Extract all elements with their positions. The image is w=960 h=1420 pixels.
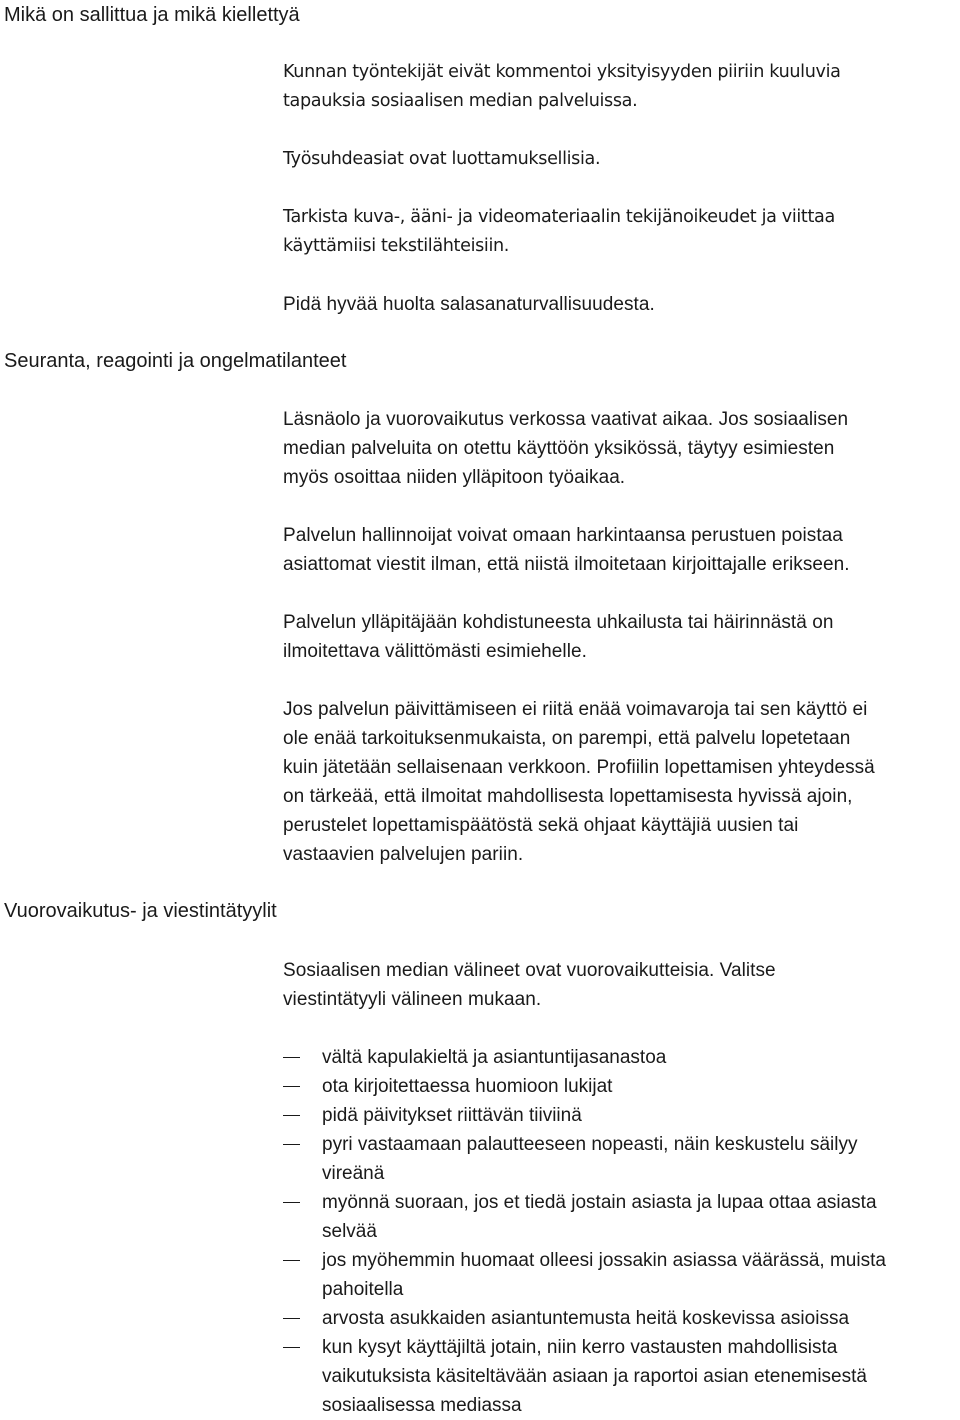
text-line: Palvelun ylläpitäjään kohdistuneesta uhkailusta tai häirinnästä on (283, 612, 834, 633)
text-line: Tarkista kuva-, ääni- ja videomateriaalin tekijänoikeudet ja viittaa (283, 207, 835, 227)
paragraph-password-security (283, 290, 955, 319)
paragraph-harassment (283, 608, 955, 666)
text-line: Pidä hyvää huolta salasanaturvallisuudesta. (283, 294, 655, 315)
dash-bullet-icon (283, 1347, 300, 1348)
text-line: ole enää tarkoituksenmukaista, on parempi, että palvelu lopetetaan (283, 728, 851, 749)
text-line: Palvelun hallinnoijat voivat omaan harkintaansa perustuen poistaa (283, 525, 843, 546)
section-heading-rules: Mikä on sallittua ja mikä kiellettyä (4, 4, 300, 26)
paragraph-copyright (283, 203, 955, 261)
text-line: median palveluita on otettu käyttöön yksikössä, täytyy esimiesten (283, 438, 835, 459)
text-line: tapauksia sosiaalisen median palveluissa. (283, 91, 638, 111)
text-line: pidä päivitykset riittävän tiiviinä (322, 1105, 582, 1126)
text-line: Läsnäolo ja vuorovaikutus verkossa vaativat aikaa. Jos sosiaalisen (283, 409, 849, 430)
text-line: Työsuhdeasiat ovat luottamuksellisia. (283, 149, 601, 169)
text-line: vaikutuksista käsiteltävään asiaan ja raportoi asian etenemisestä (322, 1366, 867, 1387)
text-line: myönnä suoraan, jos et tiedä jostain asiasta ja lupaa ottaa asiasta (322, 1192, 877, 1213)
list-item (283, 1101, 955, 1130)
dash-bullet-icon (283, 1144, 300, 1145)
paragraph-presence (283, 405, 955, 492)
text-line: sosiaalisessa mediassa (322, 1395, 522, 1416)
list-item (283, 1304, 955, 1333)
dash-bullet-icon (283, 1260, 300, 1261)
text-line: ota kirjoitettaessa huomioon lukijat (322, 1076, 613, 1097)
text-line: Kunnan työntekijät eivät kommentoi yksityisyyden piiriin kuuluvia (283, 62, 841, 82)
text-line: on tärkeää, että ilmoitat mahdollisesta lopettamisesta hyvissä ajoin, (283, 786, 853, 807)
text-line: pyri vastaamaan palautteeseen nopeasti, näin keskustelu säilyy (322, 1134, 858, 1155)
list-item (283, 1333, 955, 1420)
list-item (283, 1043, 955, 1072)
section-heading-communication-style: Vuorovaikutus- ja viestintätyylit (4, 900, 277, 922)
dash-bullet-icon (283, 1202, 300, 1203)
text-line: kun kysyt käyttäjiltä jotain, niin kerro vastausten mahdollisista (322, 1337, 838, 1358)
text-line: vältä kapulakieltä ja asiantuntijasanastoa (322, 1047, 667, 1068)
list-item (283, 1130, 955, 1188)
text-line: ilmoitettava välittömästi esimiehelle. (283, 641, 587, 662)
text-line: kuin jätetään sellaisenaan verkkoon. Profiilin lopettamisen yhteydessä (283, 757, 875, 778)
dash-bullet-icon (283, 1057, 300, 1058)
list-item (283, 1188, 955, 1246)
text-line: selvää (322, 1221, 377, 1242)
text-line: vireänä (322, 1163, 385, 1184)
paragraph-confidentiality (283, 145, 955, 174)
list-item (283, 1246, 955, 1304)
dash-bullet-icon (283, 1318, 300, 1319)
section-heading-monitoring: Seuranta, reagointi ja ongelmatilanteet (4, 350, 347, 372)
paragraph-moderation (283, 521, 955, 579)
text-line: Jos palvelun päivittämiseen ei riitä enää voimavaroja tai sen käyttö ei (283, 699, 868, 720)
paragraph-interactivity (283, 956, 955, 1014)
paragraph-discontinuing (283, 695, 955, 869)
text-line: viestintätyyli välineen mukaan. (283, 989, 542, 1010)
text-line: käyttämiisi tekstilähteisiin. (283, 236, 510, 256)
dash-bullet-icon (283, 1115, 300, 1116)
text-line: perustelet lopettamispäätöstä sekä ohjaat käyttäjiä uusien tai (283, 815, 799, 836)
text-line: jos myöhemmin huomaat olleesi jossakin asiassa väärässä, muista (322, 1250, 886, 1271)
text-line: Sosiaalisen median välineet ovat vuorovaikutteisia. Valitse (283, 960, 776, 981)
text-line: arvosta asukkaiden asiantuntemusta heitä koskevissa asioissa (322, 1308, 850, 1329)
text-line: vastaavien palvelujen pariin. (283, 844, 524, 865)
communication-tips-list (283, 1043, 955, 1420)
dash-bullet-icon (283, 1086, 300, 1087)
text-line: myös osoittaa niiden ylläpitoon työaikaa. (283, 467, 626, 488)
list-item (283, 1072, 955, 1101)
paragraph-privacy (283, 58, 955, 116)
text-line: asiattomat viestit ilman, että niistä ilmoitetaan kirjoittajalle erikseen. (283, 554, 850, 575)
text-line: pahoitella (322, 1279, 404, 1300)
